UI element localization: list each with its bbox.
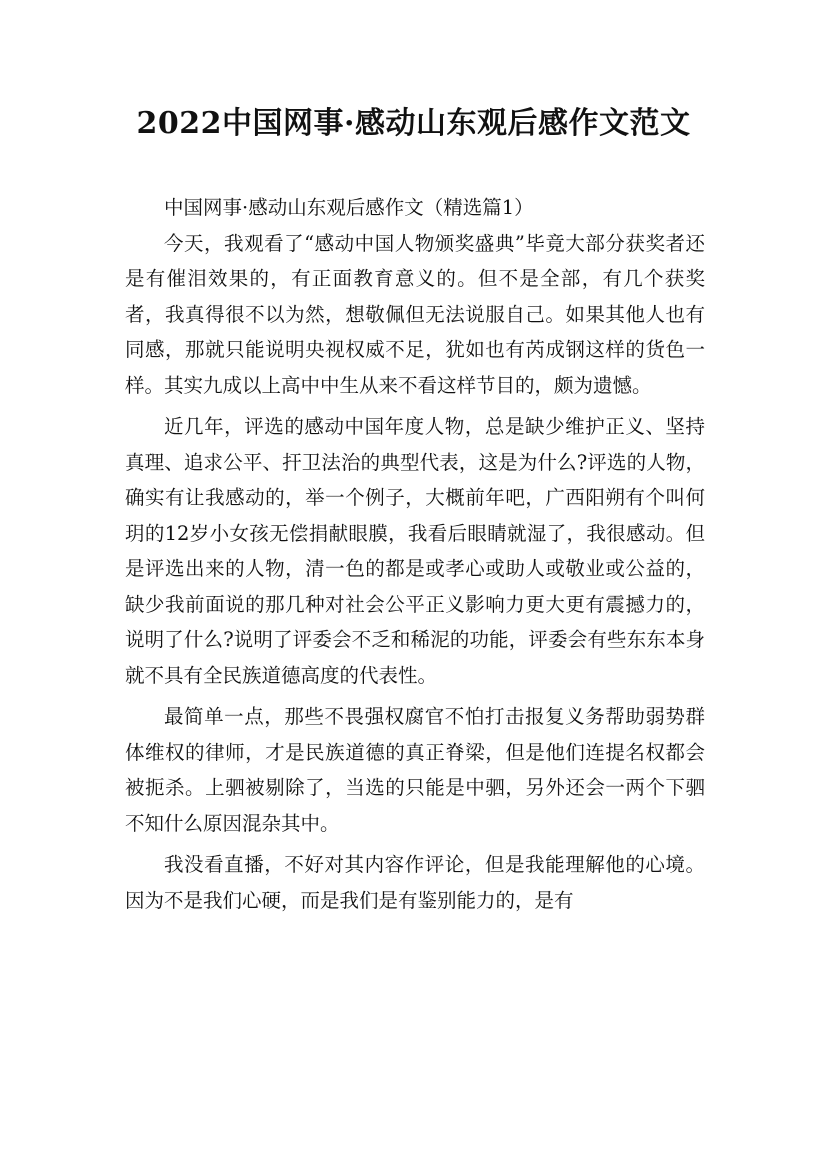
section-subheading: 中国网事·感动山东观后感作文（精选篇1） — [164, 196, 534, 219]
paragraph-2: 近几年，评选的感动中国年度人物，总是缺少维护正义、坚持真理、追求公平、扞卫法治的典型代表，这是为什么?评选的人物，确实有让我感动的，举一个例子，大概前年吧，广西阳朔有个叫何玥的12岁小女孩无偿捐献眼膜，我看后眼睛就湿了，我很感动。但是评选出来的人物，清一色的都是或孝心或助人或敬业或公益的，缺少我前面说的那几种对社会公平正义影响力更大更有震撼力的，说明了什么?说明了评委会不乏和稀泥的功能，评委会有些东东本身就不具有全民族道德高度的代表性。 — [125, 415, 705, 687]
paragraph-4: 我没看直播，不好对其内容作评论，但是我能理解他的心境。因为不是我们心硬，而是我们是有鉴别能力的，是有 — [125, 853, 705, 912]
document-title: 2022中国网事·感动山东观后感作文范文 — [136, 106, 691, 141]
paragraph-3: 最简单一点，那些不畏强权腐官不怕打击报复义务帮助弱势群体维权的律师，才是民族道德的真正脊梁，但是他们连提名权都会被扼杀。上驷被剔除了，当选的只能是中驷，另外还会一两个下驷不知什么原因混杂其中。 — [125, 705, 705, 835]
document-body — [125, 190, 705, 918]
paragraph-1: 今天，我观看了“感动中国人物颁奖盛典”毕竟大部分获奖者还是有催泪效果的，有正面教育意义的。但不是全部，有几个获奖者，我真得很不以为然，想敬佩但无法说服自己。如果其他人也有同感，那就只能说明央视权威不足，犹如也有芮成钢这样的货色一样。其实九成以上高中中生从来不看这样节目的，颇为遗憾。 — [125, 231, 705, 397]
